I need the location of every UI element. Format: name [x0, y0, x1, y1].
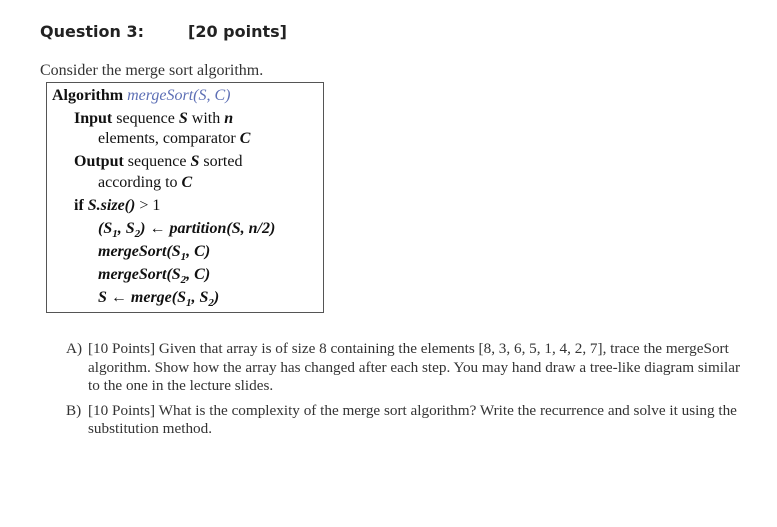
- input-text-1: sequence: [116, 110, 175, 127]
- partition-sub2: 2: [134, 228, 141, 241]
- output-keyword: Output: [74, 153, 124, 170]
- part-a: [66, 340, 746, 396]
- output-line: [74, 152, 242, 172]
- call2-post: , C): [186, 266, 211, 283]
- partition-call: partition(S, n/2): [169, 220, 276, 237]
- output-var-s: S: [190, 153, 200, 170]
- output-var-c: C: [181, 174, 193, 191]
- merge-line: [98, 288, 219, 308]
- question-parts: [66, 340, 746, 445]
- input-line-cont: [98, 129, 250, 149]
- merge-post: ): [213, 289, 220, 306]
- output-text-2: sorted: [203, 153, 243, 170]
- input-text-3: elements, comparator: [98, 130, 236, 147]
- part-a-text: [10 Points] Given that array is of size 8 containing the elements [8, 3, 6, 5, 1, 4, 2, 7], trace the mergeSort algorithm. Show how the array has changed after each step. You may hand draw a tree-like diagram similar to the one in the lecture slides.: [88, 340, 741, 394]
- intro-text: Consider the merge sort algorithm.: [40, 62, 264, 79]
- input-keyword: Input: [74, 110, 113, 127]
- question-heading: [40, 22, 287, 41]
- algorithm-keyword: Algorithm: [52, 87, 124, 104]
- part-b-label: B): [66, 401, 82, 419]
- input-var-c: C: [239, 130, 251, 147]
- input-var-n: n: [224, 110, 234, 127]
- input-line: [74, 109, 233, 129]
- merge-arrow: ←: [106, 289, 131, 306]
- input-text-2: with: [191, 110, 221, 127]
- call1-sub: 1: [180, 251, 187, 264]
- question-points: [20 points]: [188, 22, 287, 41]
- call1-post: , C): [186, 243, 211, 260]
- output-text-3: according to: [98, 174, 178, 191]
- merge-pre: merge(S: [130, 289, 187, 306]
- question-number: Question 3:: [40, 22, 144, 41]
- algorithm-box: [46, 82, 324, 313]
- partition-line: [98, 219, 275, 239]
- output-line-cont: [98, 173, 192, 193]
- if-line: [74, 196, 160, 216]
- call1-pre: mergeSort(S: [98, 243, 181, 260]
- merge-mid: , S: [191, 289, 209, 306]
- partition-sub1: 1: [112, 228, 118, 241]
- if-condition: S.size(): [87, 197, 136, 214]
- merge-sort-call-1: [98, 242, 210, 262]
- if-rest: > 1: [135, 197, 161, 214]
- merge-sub1: 1: [186, 297, 192, 310]
- partition-close: ): [140, 220, 146, 237]
- algorithm-header: [52, 86, 231, 106]
- merge-lhs: S: [98, 289, 107, 306]
- partition-lhs-open: (S: [98, 220, 113, 237]
- call2-pre: mergeSort(S: [98, 266, 181, 283]
- if-keyword: if: [74, 197, 84, 214]
- algorithm-signature: mergeSort(S, C): [127, 87, 231, 104]
- part-b: [66, 402, 746, 439]
- partition-mid: , S: [117, 220, 135, 237]
- part-b-text: [10 Points] What is the complexity of the merge sort algorithm? Write the recurrence and solve it using the substitution method.: [88, 401, 737, 437]
- partition-arrow: ←: [145, 220, 170, 237]
- part-a-label: A): [66, 340, 83, 357]
- merge-sort-call-2: [98, 265, 210, 285]
- output-text-1: sequence: [127, 153, 187, 170]
- input-var-s: S: [178, 110, 188, 127]
- call2-sub: 2: [180, 274, 187, 287]
- merge-sub2: 2: [208, 297, 214, 310]
